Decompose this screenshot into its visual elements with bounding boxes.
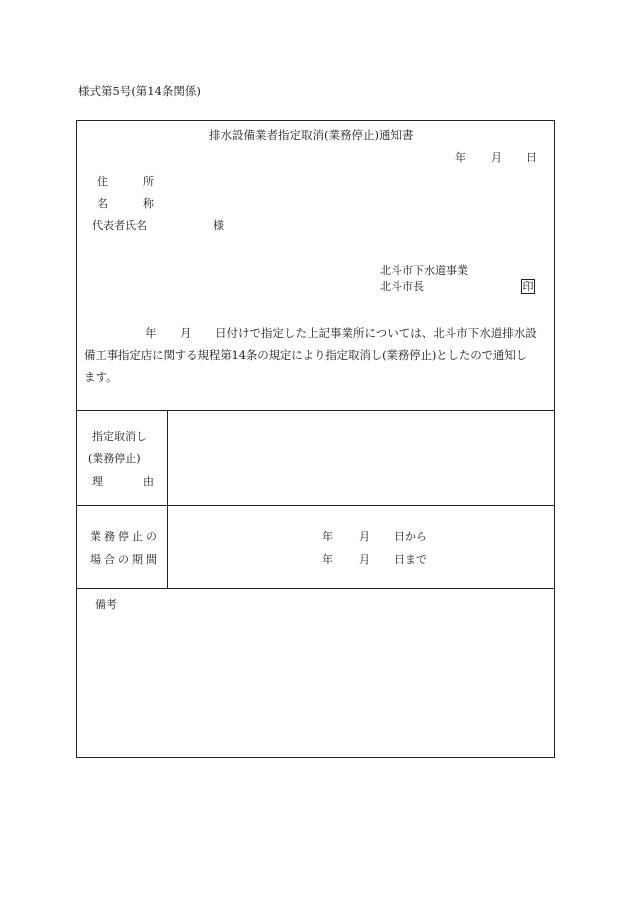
representative-label: 代表者氏名 [92,219,147,232]
period-from-month: 月 [359,530,370,543]
form-number: 様式第5号(第14条関係) [78,84,201,98]
period-from-day: 日から [394,530,427,543]
divider-reason-period [77,505,554,506]
remarks-label: 備考 [95,598,117,611]
name-label-a: 名 [97,197,108,210]
address-label-a: 住 [97,175,108,188]
period-to-month: 月 [359,553,370,566]
document-title: 排水設備業者指定取消(業務停止)通知書 [209,128,414,142]
period-to-day: 日まで [394,553,427,566]
date-day: 日 [526,151,537,164]
notice-form [76,120,555,758]
body-line-3: ます。 [84,370,118,384]
divider-body-reason [77,410,554,411]
body-line-1: 日付けで指定した上記事業所については、北斗市下水道排水設 [215,326,537,340]
reason-label-line-3a: 理 [92,475,103,488]
reason-label-line-2: (業務停止) [88,452,141,465]
period-to-year: 年 [322,553,333,566]
seal-mark: 印 [522,280,534,293]
address-label-b: 所 [143,175,154,188]
honorific-sama: 様 [213,219,224,232]
issuer-title: 北斗市長 [380,280,424,293]
period-label-line-1: 業務停止の [90,530,160,543]
body-line-2: 備工事指定店に関する規程第14条の規定により指定取消し(業務停止)としたので通知し [84,348,527,362]
label-column-divider [167,410,168,588]
reason-label-line-1: 指定取消し [92,430,147,443]
date-year: 年 [455,151,466,164]
name-label-b: 称 [143,197,154,210]
divider-period-remarks [77,588,554,589]
period-from-year: 年 [322,530,333,543]
reason-label-line-3b: 由 [143,475,154,488]
body-year: 年 [145,326,157,340]
body-month: 月 [180,326,192,340]
issuer-organization: 北斗市下水道事業 [380,264,468,277]
period-label-line-2: 場合の期間 [90,553,160,566]
date-month: 月 [491,151,502,164]
